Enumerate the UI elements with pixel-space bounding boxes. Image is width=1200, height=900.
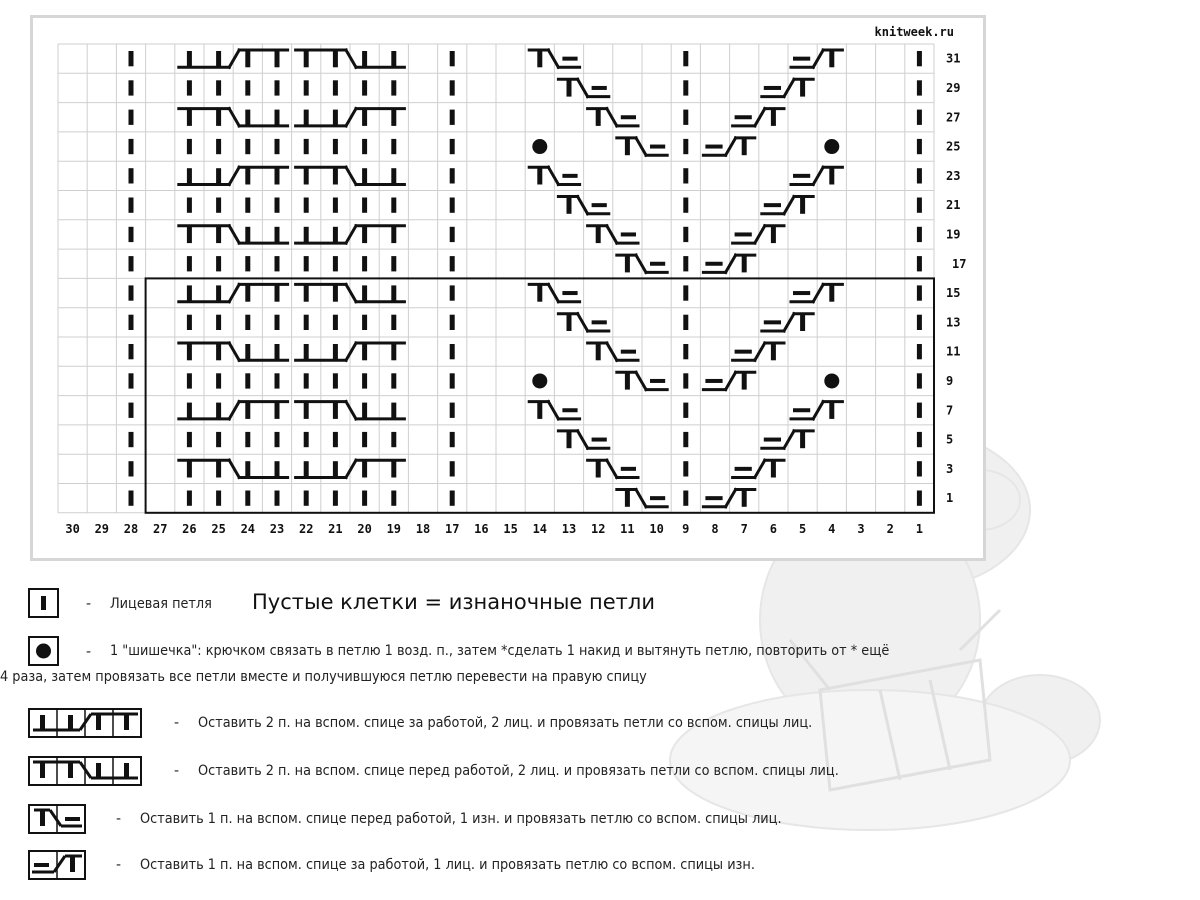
knit-stitch: [333, 198, 338, 213]
cross-back-symbol-icon: [28, 850, 88, 880]
knit-stitch: [129, 315, 134, 330]
knit-stitch: [245, 491, 250, 506]
knit-stitch: [450, 461, 455, 476]
column-number: 5: [798, 521, 807, 536]
knit-label: Лицевая петля: [110, 596, 212, 612]
knit-stitch: [683, 461, 688, 476]
knit-stitch: [450, 227, 455, 242]
row-number: 9: [946, 373, 954, 388]
knit-stitch: [450, 256, 455, 271]
knit-stitch: [304, 373, 309, 388]
column-number: 20: [357, 521, 372, 536]
column-number: 29: [94, 521, 110, 536]
knit-stitch: [245, 432, 250, 447]
knit-stitch: [362, 198, 367, 213]
knit-stitch: [391, 315, 396, 330]
legend-dash: -: [86, 644, 92, 660]
row-number: 23: [946, 168, 961, 183]
knit-stitch: [917, 285, 922, 300]
knit-stitch: [391, 256, 396, 271]
knit-stitch: [245, 139, 250, 154]
knit-stitch: [129, 139, 134, 154]
knit-stitch: [245, 315, 250, 330]
column-number: 15: [503, 521, 518, 536]
knit-stitch: [245, 373, 250, 388]
knit-stitch: [304, 491, 309, 506]
row-number: 17: [952, 256, 967, 271]
knit-stitch: [129, 51, 134, 66]
knit-stitch: [245, 256, 250, 271]
knit-stitch: [917, 227, 922, 242]
column-number: 1: [915, 521, 924, 536]
column-number: 30: [65, 521, 80, 536]
knit-stitch: [333, 139, 338, 154]
knit-stitch: [391, 139, 396, 154]
row-number: 5: [946, 432, 954, 447]
knit-stitch: [917, 198, 922, 213]
knit-stitch: [450, 432, 455, 447]
knit-stitch: [216, 198, 221, 213]
knit-stitch: [304, 432, 309, 447]
column-number: 3: [857, 521, 865, 536]
knit-stitch: [187, 432, 192, 447]
knit-stitch: [391, 432, 396, 447]
legend-dash: -: [174, 715, 180, 731]
knit-stitch: [187, 80, 192, 95]
knit-stitch: [129, 432, 134, 447]
knit-stitch: [129, 227, 134, 242]
row-number: 15: [946, 286, 961, 301]
column-number: 18: [415, 521, 431, 536]
bobble-stitch: [532, 373, 547, 388]
row-number: 31: [946, 51, 961, 66]
knit-stitch: [683, 256, 688, 271]
column-number: 21: [328, 521, 343, 536]
knit-stitch: [450, 373, 455, 388]
bobble-label: 1 "шишечка": крючком связать в петлю 1 возд. п., затем *сделать 1 накид и вытянуть петлю, повторить от * ещё: [110, 643, 890, 659]
knit-stitch: [683, 168, 688, 183]
knit-stitch: [275, 373, 280, 388]
knit-stitch: [450, 198, 455, 213]
knit-stitch: [216, 139, 221, 154]
knit-stitch: [683, 315, 688, 330]
row-number: 11: [946, 344, 961, 359]
knit-stitch: [129, 461, 134, 476]
knit-stitch: [450, 51, 455, 66]
bobble-stitch: [532, 139, 547, 154]
knit-stitch: [275, 80, 280, 95]
knit-stitch: [683, 198, 688, 213]
cross-front-symbol-icon: [28, 804, 88, 834]
knit-stitch: [917, 491, 922, 506]
knit-stitch: [683, 110, 688, 125]
row-number: 1: [946, 491, 954, 506]
bobble-label-cont: 4 раза, затем провязать все петли вместе и получившуюся петлю перевести на правую спицу: [0, 669, 647, 685]
knit-stitch: [917, 139, 922, 154]
knit-stitch: [304, 80, 309, 95]
row-numbers: [946, 52, 966, 506]
knit-stitch: [275, 139, 280, 154]
knit-stitch: [683, 227, 688, 242]
knit-stitch: [129, 285, 134, 300]
column-numbers: [65, 522, 923, 536]
knit-stitch: [362, 139, 367, 154]
knit-stitch: [362, 491, 367, 506]
cross-back-label: Оставить 1 п. на вспом. спице за работой, 1 лиц. и провязать петлю со вспом. спицы изн.: [140, 857, 755, 873]
column-number: 25: [211, 521, 226, 536]
column-number: 13: [561, 521, 577, 536]
knit-stitch: [129, 403, 134, 418]
knit-stitch: [917, 51, 922, 66]
knit-stitch: [216, 491, 221, 506]
knit-stitch: [683, 432, 688, 447]
knit-stitch: [275, 491, 280, 506]
knit-stitch: [129, 491, 134, 506]
knit-stitch: [333, 315, 338, 330]
column-number: 28: [123, 521, 139, 536]
knitting-chart: [33, 18, 983, 558]
knit-stitch: [216, 315, 221, 330]
knit-stitch: [129, 110, 134, 125]
knit-stitch: [362, 256, 367, 271]
knit-stitch: [216, 432, 221, 447]
knit-stitch: [917, 110, 922, 125]
column-number: 14: [532, 521, 548, 536]
knit-stitch: [450, 139, 455, 154]
row-number: 7: [946, 403, 954, 418]
knit-stitch: [917, 80, 922, 95]
knit-stitch: [129, 198, 134, 213]
column-number: 16: [474, 521, 489, 536]
column-number: 27: [152, 521, 168, 536]
row-number: 25: [946, 139, 961, 154]
knit-stitch: [450, 344, 455, 359]
cross-front-label: Оставить 1 п. на вспом. спице перед работой, 1 изн. и провязать петлю со вспом. спицы лиц.: [140, 811, 782, 827]
knit-stitch: [275, 198, 280, 213]
knit-stitch: [917, 373, 922, 388]
knit-stitch: [187, 315, 192, 330]
column-number: 6: [769, 521, 778, 536]
column-number: 23: [269, 521, 285, 536]
knit-stitch: [333, 80, 338, 95]
row-number: 21: [946, 198, 961, 213]
legend-dash: -: [174, 763, 180, 779]
knit-stitch: [333, 256, 338, 271]
knit-stitch: [187, 139, 192, 154]
knit-stitch: [683, 285, 688, 300]
empty-cells-note: Пустые клетки = изнаночные петли: [252, 590, 655, 614]
knit-stitch: [683, 491, 688, 506]
knit-stitch: [304, 315, 309, 330]
knit-stitch: [333, 373, 338, 388]
knit-symbol-icon: [28, 588, 60, 618]
knit-stitch: [917, 168, 922, 183]
knit-stitch: [450, 285, 455, 300]
knit-stitch: [304, 139, 309, 154]
row-number: 13: [946, 315, 961, 330]
knit-stitch: [362, 315, 367, 330]
knit-stitch: [450, 110, 455, 125]
knit-stitch: [216, 80, 221, 95]
knit-stitch: [333, 491, 338, 506]
bobble-symbol-icon: [28, 636, 60, 666]
cable-front-symbol-icon: [28, 756, 143, 786]
knit-stitch: [362, 80, 367, 95]
knit-stitch: [450, 80, 455, 95]
column-number: 4: [828, 521, 836, 536]
knit-stitch: [187, 373, 192, 388]
knit-stitch: [917, 432, 922, 447]
knit-stitch: [917, 403, 922, 418]
legend-dash: -: [116, 857, 122, 873]
knit-stitch: [450, 315, 455, 330]
knit-stitch: [304, 256, 309, 271]
knit-stitch: [275, 315, 280, 330]
chart-frame: [30, 15, 986, 561]
row-number: 19: [946, 227, 961, 242]
knit-stitch: [187, 491, 192, 506]
column-number: 19: [386, 521, 402, 536]
knit-stitch: [917, 315, 922, 330]
knit-stitch: [129, 256, 134, 271]
knit-stitch: [187, 198, 192, 213]
bobble-stitch: [824, 139, 839, 154]
knit-stitch: [683, 80, 688, 95]
column-number: 26: [182, 521, 197, 536]
knit-stitch: [216, 256, 221, 271]
knit-stitch: [450, 168, 455, 183]
knit-stitch: [333, 432, 338, 447]
legend-dash: -: [86, 596, 92, 612]
cable-back-label: Оставить 2 п. на вспом. спице за работой, 2 лиц. и провязать петли со вспом. спицы лиц.: [198, 715, 813, 731]
column-number: 2: [886, 521, 894, 536]
column-number: 17: [444, 521, 460, 536]
bobble-stitch: [824, 373, 839, 388]
knit-stitch: [391, 80, 396, 95]
row-number: 3: [946, 461, 954, 476]
column-number: 11: [620, 521, 635, 536]
legend-dash: -: [116, 811, 122, 827]
knit-stitch: [391, 198, 396, 213]
column-number: 12: [590, 521, 606, 536]
knit-stitch: [362, 373, 367, 388]
knit-stitch: [391, 373, 396, 388]
knit-stitch: [187, 256, 192, 271]
knit-stitch: [917, 256, 922, 271]
row-number: 27: [946, 110, 961, 125]
knit-stitch: [683, 51, 688, 66]
knit-stitch: [129, 168, 134, 183]
knit-stitch: [216, 373, 221, 388]
row-number: 29: [946, 80, 961, 95]
column-number: 9: [682, 521, 690, 536]
cable-front-label: Оставить 2 п. на вспом. спице перед работой, 2 лиц. и провязать петли со вспом. спицы лиц.: [198, 763, 839, 779]
knit-stitch: [129, 80, 134, 95]
cable-back-symbol-icon: [28, 708, 143, 738]
knit-stitch: [391, 491, 396, 506]
knit-stitch: [450, 491, 455, 506]
site-label: knitweek.ru: [874, 25, 954, 39]
column-number: 7: [740, 521, 748, 536]
column-number: 10: [649, 521, 664, 536]
knit-stitch: [129, 373, 134, 388]
knit-stitch: [683, 373, 688, 388]
knit-stitch: [245, 198, 250, 213]
knit-stitch: [304, 198, 309, 213]
knit-stitch: [275, 256, 280, 271]
knit-stitch: [917, 344, 922, 359]
column-number: 24: [240, 521, 256, 536]
knit-stitch: [362, 432, 367, 447]
knit-stitch: [275, 432, 280, 447]
knit-stitch: [683, 139, 688, 154]
knit-stitch: [917, 461, 922, 476]
knit-stitch: [450, 403, 455, 418]
column-number: 8: [711, 521, 719, 536]
knit-stitch: [245, 80, 250, 95]
knit-stitch: [683, 403, 688, 418]
column-number: 22: [298, 521, 314, 536]
knit-stitch: [683, 344, 688, 359]
knit-stitch: [129, 344, 134, 359]
